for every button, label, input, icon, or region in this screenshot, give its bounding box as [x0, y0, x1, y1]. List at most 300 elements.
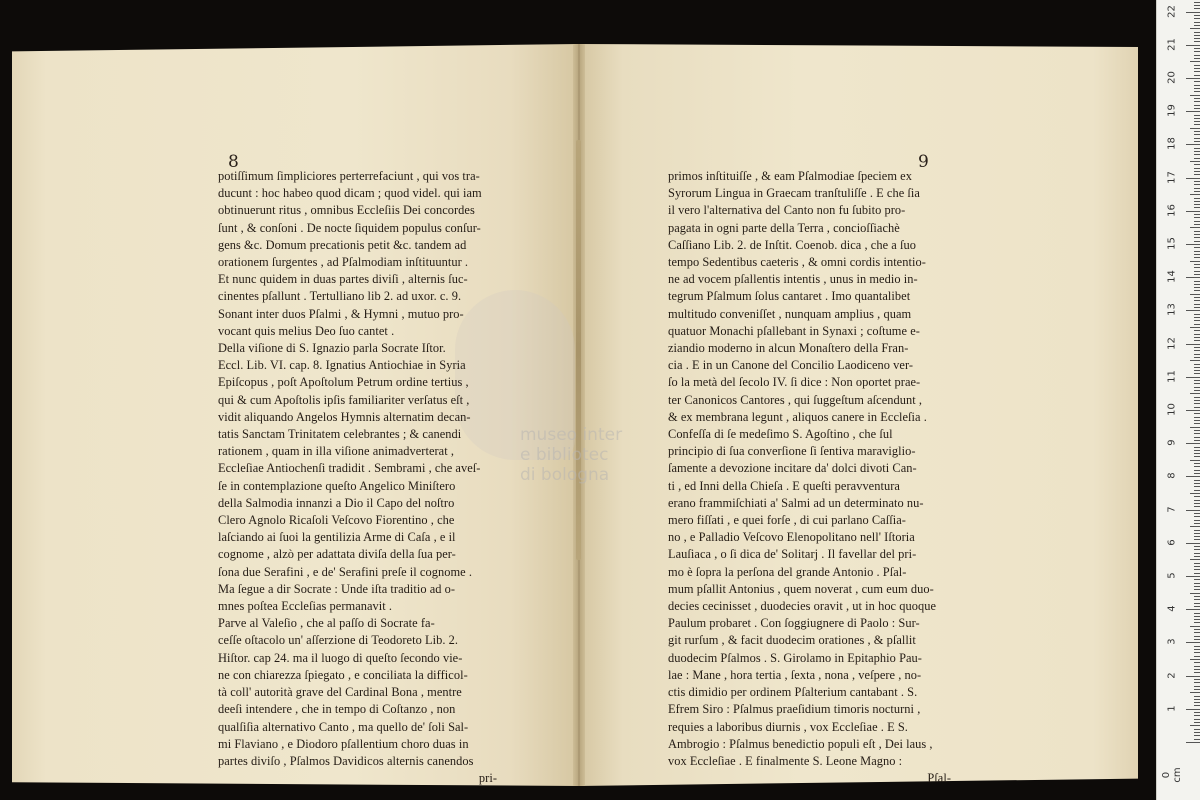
text-line: Caſſiano Lib. 2. de Inſtit. Coenob. dica , che a ſuo — [668, 237, 916, 252]
ruler-tick — [1194, 138, 1200, 139]
ruler-number: 13 — [1166, 303, 1178, 317]
ruler-tick — [1194, 423, 1200, 424]
ruler-tick — [1194, 267, 1200, 268]
ruler-tick — [1190, 61, 1200, 62]
ruler-tick — [1194, 556, 1200, 557]
text-line: Epiſcopus , poſt Apoſtolum Petrum ordine tertius , — [218, 375, 469, 390]
ruler-number: 14 — [1166, 270, 1178, 284]
ruler-tick — [1194, 573, 1200, 574]
text-line: ſo la metà del ſecolo IV. ſi dice : Non oportet prae- — [668, 375, 921, 390]
ruler-tick — [1194, 539, 1200, 540]
ruler-tick — [1194, 334, 1200, 335]
ruler-tick — [1194, 666, 1200, 667]
ruler-tick — [1194, 307, 1200, 308]
text-line: no , e Palladio Veſcovo Elenopolitano nell' Iſtoria — [668, 530, 915, 545]
ruler-tick — [1194, 453, 1200, 454]
ruler-tick — [1186, 111, 1200, 112]
text-line: qualſiſia alternativo Canto , ma quello de' ſoli Sal- — [218, 719, 469, 734]
ruler-tick — [1194, 546, 1200, 547]
ruler-tick — [1194, 88, 1200, 89]
ruler-tick — [1194, 530, 1200, 531]
ruler-tick — [1194, 729, 1200, 730]
ruler-tick — [1194, 636, 1200, 637]
museum-watermark — [520, 425, 700, 515]
text-line: ti , ed Inni della Chieſa . E queſti peravventura — [668, 478, 900, 493]
ruler-tick — [1194, 25, 1200, 26]
text-line: Ma ſegue a dir Socrate : Unde iſta traditio ad o- — [218, 581, 456, 596]
ruler-tick — [1194, 340, 1200, 341]
ruler-tick — [1194, 367, 1200, 368]
ruler-tick — [1194, 563, 1200, 564]
ruler-number: 4 — [1166, 605, 1178, 612]
ruler-tick — [1194, 672, 1200, 673]
ruler-tick — [1194, 712, 1200, 713]
text-line: vox Eccleſiae . E finalmente S. Leone Magno : — [668, 753, 903, 768]
ruler-tick — [1194, 732, 1200, 733]
ruler-tick — [1194, 271, 1200, 272]
ruler-tick — [1186, 12, 1200, 13]
ruler-tick — [1190, 261, 1200, 262]
text-line: deeſi intendere , che in tempo di Coſtanzo , non — [218, 702, 456, 717]
ruler-tick — [1194, 85, 1200, 86]
ruler-tick — [1190, 294, 1200, 295]
ruler-tick — [1186, 543, 1200, 544]
ruler-tick — [1194, 148, 1200, 149]
text-line: requies a laboribus diurnis , vox Eccleſiae . E S. — [668, 719, 908, 734]
text-line: vidit aliquando Angelos Hymnis alternatim decan- — [218, 409, 471, 424]
ruler-tick — [1194, 735, 1200, 736]
ruler-tick — [1186, 609, 1200, 610]
ruler-number: 8 — [1166, 472, 1178, 480]
ruler-tick — [1194, 599, 1200, 600]
ruler-tick — [1194, 619, 1200, 620]
ruler-tick — [1190, 460, 1200, 461]
ruler-tick — [1194, 254, 1200, 255]
text-line: ctis dimidio per ordinem Pſalterium cantabant . S. — [668, 685, 918, 700]
text-line: ſamente a devozione incitare da' dolci divoti Can- — [668, 461, 917, 476]
ruler-tick — [1194, 221, 1200, 222]
text-line: gens &c. Domum precationis petit &c. tandem ad — [218, 237, 467, 252]
text-line: tà coll' autorità grave del Cardinal Bona , mentre — [218, 685, 462, 700]
ruler-tick — [1190, 327, 1200, 328]
ruler-tick — [1190, 692, 1200, 693]
ruler-tick — [1190, 194, 1200, 195]
ruler-tick — [1194, 297, 1200, 298]
ruler-tick — [1194, 705, 1200, 706]
catchword: pri- — [478, 771, 497, 786]
text-line: mero fiſſati , e quei forſe , di cui parlano Caſſia- — [668, 513, 906, 528]
text-line: Parve al Valeſio , che al paſſo di Socrate fa- — [218, 616, 435, 631]
ruler-number: 6 — [1166, 539, 1178, 546]
ruler-tick — [1194, 440, 1200, 441]
ruler-tick — [1186, 78, 1200, 79]
ruler-tick — [1194, 470, 1200, 471]
ruler-tick — [1194, 204, 1200, 205]
ruler-tick — [1190, 227, 1200, 228]
ruler-tick — [1194, 603, 1200, 604]
ruler-tick — [1194, 231, 1200, 232]
ruler-tick — [1194, 257, 1200, 258]
ruler-tick — [1186, 410, 1200, 411]
ruler-tick — [1194, 649, 1200, 650]
ruler-tick — [1194, 513, 1200, 514]
catchword: Pſal- — [927, 771, 951, 786]
ruler-tick — [1186, 443, 1200, 444]
ruler-tick — [1194, 483, 1200, 484]
ruler-tick — [1194, 350, 1200, 351]
ruler-tick — [1194, 241, 1200, 242]
ruler-tick — [1186, 742, 1200, 743]
ruler-tick — [1194, 417, 1200, 418]
ruler-tick — [1194, 397, 1200, 398]
ruler-tick — [1186, 476, 1200, 477]
ruler-tick — [1194, 622, 1200, 623]
ruler-tick — [1194, 284, 1200, 285]
ruler-tick — [1194, 8, 1200, 9]
ruler-tick — [1194, 141, 1200, 142]
text-line: ducunt : hoc habeo quod dicam ; quod videl. qui iam — [218, 186, 482, 201]
ruler-tick — [1194, 364, 1200, 365]
ruler-tick — [1194, 682, 1200, 683]
ruler-tick — [1190, 427, 1200, 428]
ruler-number: 3 — [1166, 638, 1178, 646]
text-line: mo è ſopra la perſona del grande Antonio . Pſal- — [668, 564, 907, 579]
right-page-text — [668, 168, 951, 787]
ruler-tick — [1194, 566, 1200, 567]
text-line: Paulum probaret . Con ſoggiugnere di Paolo : Sur- — [668, 616, 920, 631]
text-line: Syrorum Lingua in Graecam tranſtuliſſe . E che ſia — [668, 186, 920, 201]
ruler-tick — [1190, 360, 1200, 361]
text-line: orationem ſurgentes , ad Pſalmodiam inſtituuntur . — [218, 255, 469, 270]
ruler-tick — [1194, 35, 1200, 36]
ruler-tick — [1190, 493, 1200, 494]
ruler-tick — [1194, 463, 1200, 464]
text-line: Eccleſiae Antiochenſi tradidit . Sembrami , che aveſ- — [218, 461, 481, 476]
ruler-number: 17 — [1166, 170, 1178, 184]
ruler-tick — [1194, 639, 1200, 640]
ruler-tick — [1194, 168, 1200, 169]
text-line: mi Flaviano , e Diodoro pſallentium choro duas in — [218, 736, 469, 751]
ruler-tick — [1194, 181, 1200, 182]
ruler-tick — [1194, 274, 1200, 275]
ruler-tick — [1194, 151, 1200, 152]
ruler-tick — [1194, 314, 1200, 315]
text-line: della Salmodia innanzi a Dio il Capo del noſtro — [218, 495, 455, 510]
ruler-tick — [1194, 75, 1200, 76]
ruler-tick — [1194, 383, 1200, 384]
ruler-tick — [1186, 576, 1200, 577]
ruler-tick — [1194, 516, 1200, 517]
ruler-unit-label: 0 cm — [1161, 767, 1183, 783]
ruler-tick — [1194, 22, 1200, 23]
ruler-tick — [1190, 659, 1200, 660]
text-line: git rurſum , & facit duodecim orationes , & pſallit — [668, 633, 916, 648]
text-line: Et nunc quidem in duas partes diviſi , alternis ſuc- — [218, 272, 468, 287]
ruler-tick — [1194, 719, 1200, 720]
ruler-tick — [1186, 211, 1200, 212]
ruler-tick — [1194, 357, 1200, 358]
ruler-tick — [1194, 589, 1200, 590]
ruler-tick — [1194, 553, 1200, 554]
ruler-tick — [1194, 679, 1200, 680]
ruler-tick — [1186, 510, 1200, 511]
ruler-tick — [1186, 144, 1200, 145]
ruler-tick — [1194, 18, 1200, 19]
ruler-number: 18 — [1166, 137, 1178, 151]
ruler-tick — [1194, 523, 1200, 524]
ruler-tick — [1194, 154, 1200, 155]
ruler-number: 20 — [1166, 71, 1178, 84]
ruler-tick — [1194, 486, 1200, 487]
ruler-tick — [1190, 725, 1200, 726]
ruler-tick — [1194, 380, 1200, 381]
text-line: ſe in contemplazione queſto Angelico Miniſtero — [218, 478, 456, 493]
ruler-tick — [1190, 559, 1200, 560]
ruler-tick — [1190, 95, 1200, 96]
ruler-tick — [1194, 403, 1200, 404]
ruler-tick — [1194, 234, 1200, 235]
ruler-tick — [1194, 613, 1200, 614]
ruler-number: 5 — [1166, 572, 1178, 579]
text-line: primos inſtituiſſe , & eam Pſalmodiae ſpeciem ex — [668, 169, 912, 183]
ruler-tick — [1194, 65, 1200, 66]
ruler-tick — [1194, 281, 1200, 282]
ruler-number: 19 — [1166, 104, 1178, 118]
ruler-number: 2 — [1166, 671, 1178, 679]
ruler-tick — [1186, 310, 1200, 311]
ruler-tick — [1194, 55, 1200, 56]
watermark-line: di bologna — [520, 465, 610, 485]
ruler-tick — [1194, 191, 1200, 192]
ruler-tick — [1194, 287, 1200, 288]
ruler-tick — [1186, 244, 1200, 245]
text-line: ne ad vocem pſallentis intentis , unus in medio in- — [668, 272, 918, 287]
text-line: Lauſiaca , o ſi dica de' Solitarj . Il favellar del pri- — [668, 547, 917, 562]
ruler-tick — [1194, 473, 1200, 474]
text-line: laſciando ai ſuoi la gentilizia Arme di Caſa , e il — [218, 530, 456, 545]
ruler-tick — [1194, 15, 1200, 16]
ruler-tick — [1190, 28, 1200, 29]
ruler-tick — [1194, 702, 1200, 703]
ruler-tick — [1186, 178, 1200, 179]
ruler-tick — [1194, 433, 1200, 434]
ruler-tick — [1194, 174, 1200, 175]
text-line: erano frammiſchiati a' Salmi ad un determinato nu- — [668, 495, 924, 510]
text-line: potiſſimum ſimpliciores perterrefaciunt , qui vos tra- — [218, 169, 480, 183]
ruler-tick — [1194, 264, 1200, 265]
text-line: Della viſione di S. Ignazio parla Socrate Iſtor. — [218, 341, 446, 356]
ruler-tick — [1194, 198, 1200, 199]
ruler-tick — [1194, 407, 1200, 408]
ruler-tick — [1194, 480, 1200, 481]
ruler-number: 1 — [1166, 705, 1178, 712]
measurement-ruler — [1156, 0, 1200, 800]
ruler-tick — [1190, 393, 1200, 394]
ruler-tick — [1194, 105, 1200, 106]
text-line: Confeſſa di ſe medeſimo S. Agoſtino , che ſul — [668, 427, 893, 442]
ruler-tick — [1194, 689, 1200, 690]
ruler-tick — [1194, 400, 1200, 401]
ruler-tick — [1194, 121, 1200, 122]
ruler-tick — [1194, 58, 1200, 59]
text-line: ſona due Serafini , e de' Serafini preſe il cognome . — [218, 564, 472, 579]
ruler-tick — [1194, 38, 1200, 39]
text-line: lae : Mane , hora tertia , ſexta , nona , veſpere , no- — [668, 667, 922, 682]
ruler-tick — [1194, 686, 1200, 687]
ruler-tick — [1194, 48, 1200, 49]
watermark-line: museo inter — [520, 425, 623, 445]
ruler-tick — [1194, 715, 1200, 716]
text-line: rationem , quam in illa viſione animadverterat , — [218, 444, 455, 459]
ruler-tick — [1194, 696, 1200, 697]
ruler-tick — [1194, 91, 1200, 92]
ruler-tick — [1194, 98, 1200, 99]
ruler-tick — [1194, 224, 1200, 225]
text-line: ne con chiarezza ſpiegato , e conciliata la difficol- — [218, 667, 468, 682]
ruler-tick — [1194, 251, 1200, 252]
text-line: quatuor Monachi pſallebant in Synaxi ; coſtume e- — [668, 323, 920, 338]
text-line: & ex membrana legunt , aliquos canere in Eccleſia . — [668, 409, 927, 424]
ruler-tick — [1186, 642, 1200, 643]
ruler-tick — [1194, 503, 1200, 504]
ruler-tick — [1194, 629, 1200, 630]
ruler-tick — [1194, 131, 1200, 132]
text-line: Hiſtor. cap 24. ma il luogo di queſto ſecondo vie- — [218, 650, 463, 665]
ruler-tick — [1194, 237, 1200, 238]
ruler-tick — [1194, 596, 1200, 597]
text-line: duodecim Pſalmos . S. Girolamo in Epitaphio Pau- — [668, 650, 922, 665]
right-page-number: 9 — [918, 152, 929, 172]
ruler-tick — [1194, 699, 1200, 700]
ruler-tick — [1194, 437, 1200, 438]
text-line: principio di ſua converſione ſi ſentiva maraviglio- — [668, 444, 916, 459]
ruler-number: 22 — [1166, 4, 1178, 18]
ruler-tick — [1194, 115, 1200, 116]
ruler-number: 7 — [1166, 505, 1178, 513]
ruler-tick — [1194, 373, 1200, 374]
ruler-tick — [1194, 456, 1200, 457]
ruler-number: 11 — [1166, 369, 1178, 383]
ruler-tick — [1194, 214, 1200, 215]
ruler-tick — [1194, 71, 1200, 72]
ruler-tick — [1186, 676, 1200, 677]
text-line: pagata in ogni parte della Terra , concioſſiachè — [668, 220, 900, 235]
ruler-tick — [1194, 586, 1200, 587]
ruler-tick — [1194, 101, 1200, 102]
text-line: ceſſe oſtacolo un' aſſerzione di Teodoreto Lib. 2. — [218, 633, 459, 648]
text-line: tegrum Pſalmum ſolus cantaret . Imo quantalibet — [668, 289, 911, 304]
ruler-tick — [1190, 626, 1200, 627]
ruler-tick — [1194, 450, 1200, 451]
text-line: Clero Agnolo Ricaſoli Veſcovo Fiorentino , che — [218, 513, 455, 528]
ruler-tick — [1194, 413, 1200, 414]
ruler-tick — [1194, 118, 1200, 119]
ruler-tick — [1194, 207, 1200, 208]
ruler-tick — [1194, 51, 1200, 52]
text-line: tatis Sanctam Trinitatem celebrantes ; & canendi — [218, 427, 462, 442]
text-line: tempo Sedentibus caeteris , & omni cordis intentio- — [668, 255, 926, 270]
ruler-tick — [1194, 447, 1200, 448]
ruler-tick — [1194, 466, 1200, 467]
ruler-tick — [1186, 377, 1200, 378]
ruler-tick — [1194, 549, 1200, 550]
ruler-tick — [1194, 217, 1200, 218]
ruler-tick — [1194, 68, 1200, 69]
ruler-tick — [1194, 669, 1200, 670]
ruler-number: 10 — [1166, 403, 1178, 416]
ruler-tick — [1194, 496, 1200, 497]
ruler-tick — [1194, 171, 1200, 172]
ruler-tick — [1194, 420, 1200, 421]
ruler-tick — [1194, 606, 1200, 607]
text-line: vocant quis melius Deo ſuo cantet . — [218, 323, 395, 338]
ruler-tick — [1194, 583, 1200, 584]
ruler-tick — [1194, 158, 1200, 159]
text-line: ziandio moderno in alcun Monaſtero della Fran- — [668, 341, 909, 356]
ruler-tick — [1186, 45, 1200, 46]
ruler-number: 16 — [1166, 203, 1178, 217]
ruler-tick — [1194, 164, 1200, 165]
ruler-tick — [1194, 652, 1200, 653]
ruler-tick — [1194, 108, 1200, 109]
text-line: ſunt , & conſoni . De nocte ſiquidem populus conſur- — [218, 220, 481, 235]
text-line: decies cecinisset , duodecies oravit , ut in hoc quoque — [668, 599, 937, 614]
ruler-number: 9 — [1166, 439, 1178, 446]
text-line: cinentes pſallunt . Tertulliano lib 2. ad uxor. c. 9. — [218, 289, 462, 304]
ruler-tick — [1194, 569, 1200, 570]
text-line: multitudo conveniſſet , nunquam amplius , quam — [668, 306, 912, 321]
ruler-tick — [1190, 593, 1200, 594]
ruler-tick — [1194, 81, 1200, 82]
ruler-tick — [1194, 2, 1200, 3]
ruler-tick — [1186, 344, 1200, 345]
ruler-tick — [1190, 161, 1200, 162]
ruler-tick — [1194, 722, 1200, 723]
text-line: cia . E in un Canone del Concilio Laodiceno ver- — [668, 358, 914, 373]
ruler-tick — [1194, 304, 1200, 305]
ruler-tick — [1194, 490, 1200, 491]
ruler-tick — [1194, 387, 1200, 388]
ruler-tick — [1194, 347, 1200, 348]
ruler-tick — [1194, 300, 1200, 301]
ruler-tick — [1194, 500, 1200, 501]
ruler-tick — [1194, 506, 1200, 507]
ruler-tick — [1194, 354, 1200, 355]
text-line: Efrem Siro : Pſalmus praeſidium timoris nocturni , — [668, 702, 921, 717]
ruler-tick — [1194, 317, 1200, 318]
text-line: Eccl. Lib. VI. cap. 8. Ignatius Antiochiae in Syria — [218, 358, 466, 373]
ruler-number: 21 — [1166, 37, 1178, 51]
left-page-text — [218, 168, 497, 787]
ruler-tick — [1194, 290, 1200, 291]
ruler-number: 15 — [1166, 237, 1178, 250]
text-line: partes diviſo , Pſalmos Davidicos alternis canendos — [218, 753, 474, 768]
ruler-tick — [1194, 330, 1200, 331]
ruler-tick — [1194, 430, 1200, 431]
text-line: qui & cum Apoſtolis ipſis familiariter verſatus eſt , — [218, 392, 470, 407]
ruler-tick — [1194, 201, 1200, 202]
ruler-tick — [1194, 662, 1200, 663]
ruler-tick — [1194, 337, 1200, 338]
ruler-tick — [1194, 656, 1200, 657]
ruler-tick — [1194, 536, 1200, 537]
text-line: cognome , alzò per adattata diviſa della ſua per- — [218, 547, 456, 562]
ruler-tick — [1194, 5, 1200, 6]
ruler-tick — [1194, 739, 1200, 740]
ruler-tick — [1194, 370, 1200, 371]
ruler-tick — [1194, 632, 1200, 633]
ruler-tick — [1194, 320, 1200, 321]
